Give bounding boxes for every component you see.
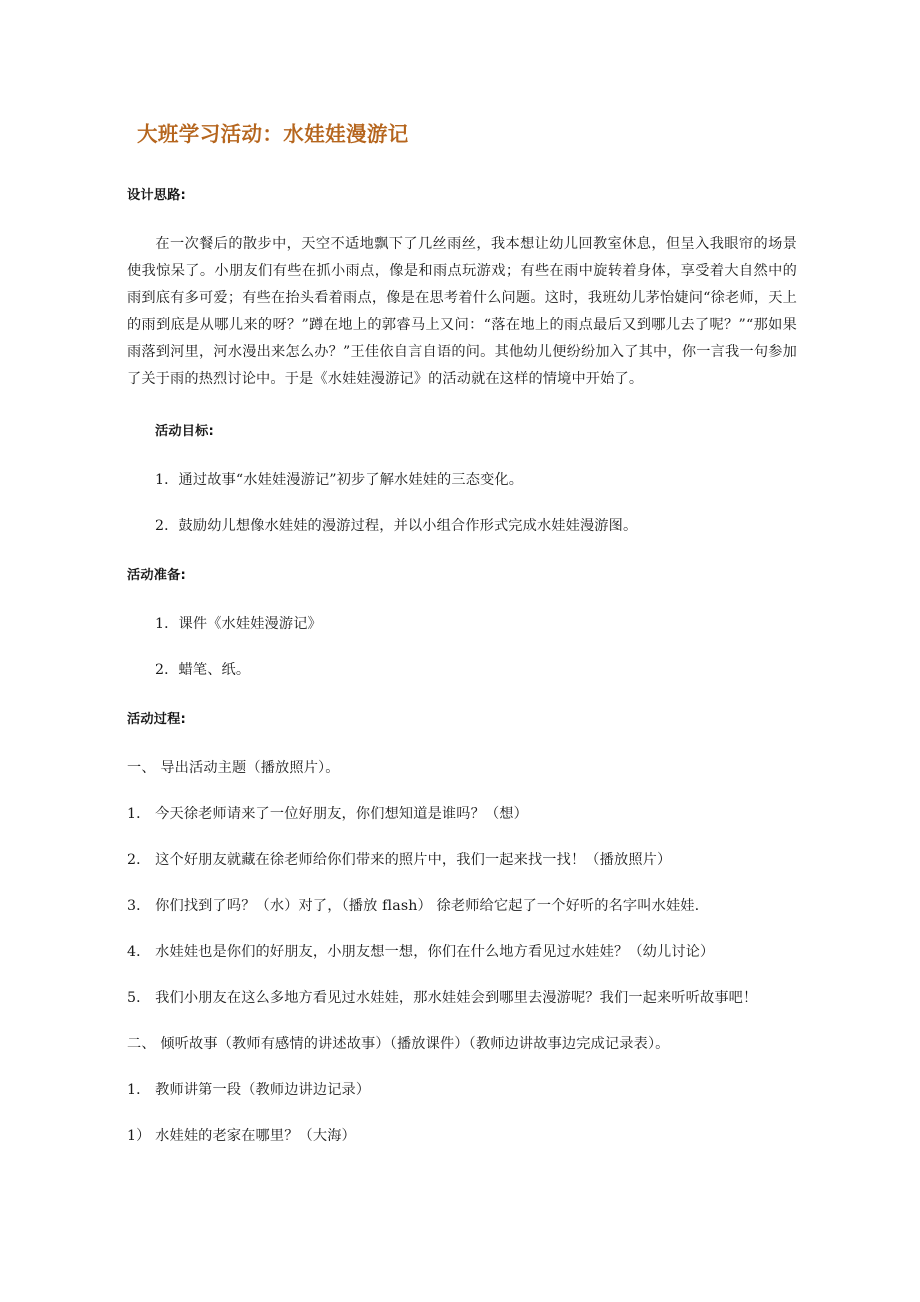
list-item: 4． 水娃娃也是你们的好朋友，小朋友想一想，你们在什么地方看见过水娃娃？（幼儿讨论） [127, 944, 715, 961]
spacer [127, 966, 797, 985]
process-part-one-label: 一、 导出活动主题（播放照片）。 [127, 760, 340, 777]
process-part-two-label: 二、 倾听故事（教师有感情的讲述故事）（播放课件）（教师边讲故事边完成记录表）。 [127, 1036, 670, 1053]
document-content [127, 0, 797, 1150]
section-heading-preparation: 活动准备: [127, 567, 187, 583]
spacer [127, 393, 797, 423]
list-item: 2．蜡笔、纸。 [155, 662, 251, 679]
list-item: 2． 这个好朋友就藏在徐老师给你们带来的照片中，我们一起来找一找！（播放照片） [127, 852, 672, 869]
list-item: 1．课件《水娃娃漫游记》 [155, 616, 322, 633]
spacer [127, 920, 797, 939]
spacer [127, 684, 797, 711]
list-item: 1． 教师讲第一段（教师边讲边记录） [127, 1082, 371, 1099]
spacer [127, 1012, 797, 1031]
spacer [127, 204, 797, 231]
page-title: 大班学习活动：水娃娃漫游记 [137, 122, 409, 146]
list-item: 5． 我们小朋友在这么多地方看见过水娃娃，那水娃娃会到哪里去漫游呢？我们一起来听听故事吧！ [127, 990, 758, 1007]
spacer [127, 728, 797, 755]
spacer [127, 540, 797, 567]
spacer [127, 440, 797, 467]
section-heading-process: 活动过程: [127, 712, 187, 728]
spacer [127, 828, 797, 847]
spacer [127, 584, 797, 611]
spacer [127, 874, 797, 893]
design-paragraph: 在一次餐后的散步中，天空不适地飘下了几丝雨丝，我本想让幼儿回教室休息，但呈入我眼帘的场景使我惊呆了。小朋友们有些在抓小雨点，像是和雨点玩游戏；有些在雨中旋转着身体，享受着大自然中的雨到底有多可爱；有些在抬头看着雨点，像是在思考着什么问题。这时，我班幼儿茅怡婕问“徐老师，天上的雨到底是从哪儿来的呀？”蹲在地上的郭睿马上又问：“落在地上的雨点最后又到哪儿去了呢？”“那如果雨落到河里，河水漫出来怎么办？”王佳依自言自语的问。其他幼儿便纷纷加入了其中，你一言我一句参加了关于雨的热烈讨论中。于是《水娃娃漫游记》的活动就在这样的情境中开始了。 [127, 235, 797, 387]
spacer [127, 494, 797, 513]
list-item: 3． 你们找到了吗？（水）对了，（播放 flash） 徐老师给它起了一个好听的名字叫水娃娃. [127, 898, 700, 915]
spacer [127, 782, 797, 801]
spacer [127, 1104, 797, 1123]
spacer [127, 1058, 797, 1077]
list-item: 1． 今天徐老师请来了一位好朋友，你们想知道是谁吗？（想） [127, 806, 528, 823]
spacer [127, 638, 797, 657]
section-heading-design: 设计思路: [127, 187, 187, 203]
section-heading-objectives: 活动目标: [155, 423, 215, 439]
list-item: 1） 水娃娃的老家在哪里？（大海） [127, 1128, 356, 1145]
spacer [127, 147, 797, 187]
list-item: 2．鼓励幼儿想像水娃娃的漫游过程，并以小组合作形式完成水娃娃漫游图。 [155, 517, 638, 534]
list-item: 1．通过故事“水娃娃漫游记”初步了解水娃娃的三态变化。 [155, 471, 524, 488]
